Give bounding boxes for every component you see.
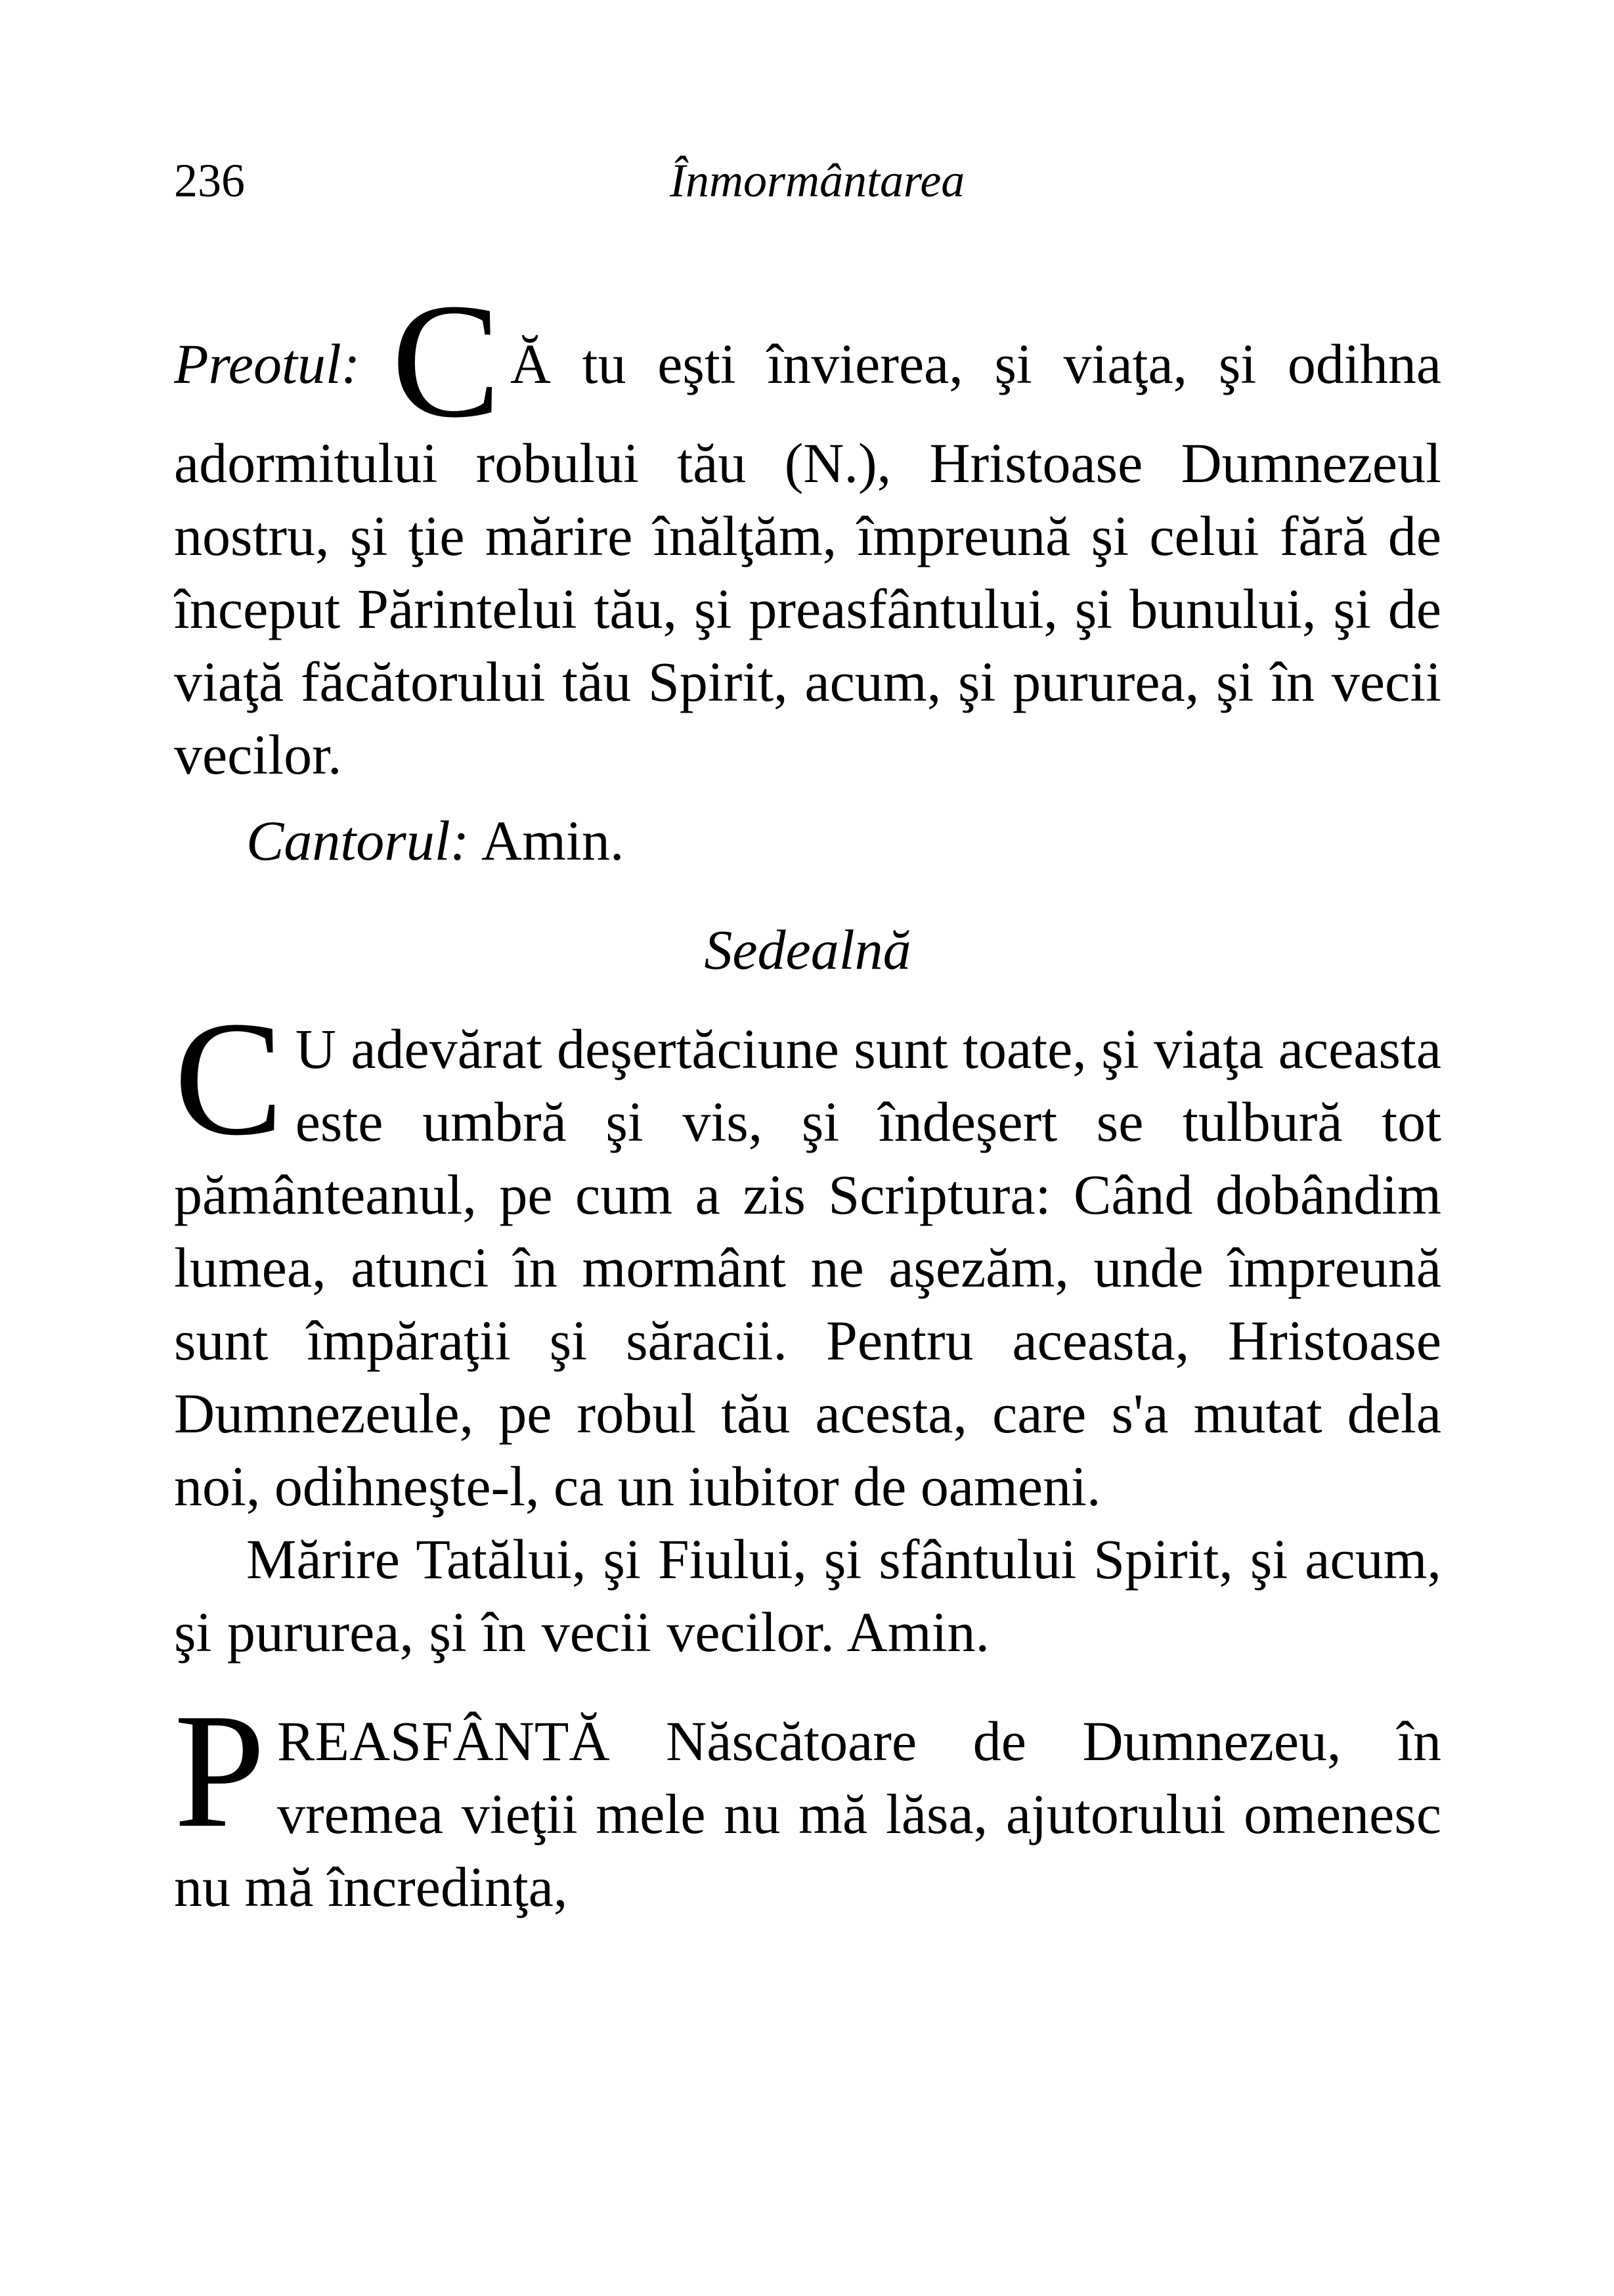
spacer [174, 1669, 1441, 1705]
theotokion-lead: REASFÂNTĂ [277, 1710, 610, 1773]
priest-lead: Ă [510, 332, 551, 395]
section-heading: Sedealnă [704, 918, 911, 981]
page-header [174, 148, 1441, 213]
doxology-paragraph: Mărire Tatălui, şi Fiului, şi sfântului Spirit, şi acum, şi pururea, şi în vecii vecilor. Amin. [174, 1528, 1441, 1664]
theotokion-paragraph [174, 1680, 1441, 1924]
cantor-role-label: Cantorul: [246, 809, 469, 872]
sedealna-paragraph [174, 988, 1441, 1523]
page-body [174, 296, 1441, 1924]
sedealna-lead: U [295, 1017, 336, 1080]
theotokion-text: Născătoare de Dumnezeu, în vremea vieţii mele nu mă lăsa, ajutorului omenesc nu mă încredinţa, [174, 1710, 1441, 1918]
sedealna-text: adevărat deşertăciune sunt toate, şi viaţa aceasta este umbră şi vis, şi îndeşert se tulbură tot pământeanul, pe cum a zis Scriptura: Când dobândim lumea, atunci în mormânt ne aşezăm, unde împreună sunt împăraţii şi săracii. Pentru aceasta, Hristoase Dumnezeule, pe robul tău acesta, care s'a mutat dela noi, odihneşte-l, ca un iubitor de oameni. [174, 1017, 1441, 1518]
page-number: 236 [174, 154, 245, 207]
theotokion-dropcap: P [174, 1680, 266, 1862]
priest-paragraph [174, 296, 1441, 791]
priest-role-label: Preotul: [174, 332, 360, 395]
cantor-text: Amin. [469, 809, 624, 872]
cantor-paragraph [174, 805, 1441, 877]
running-title: Înmormântarea [670, 154, 965, 207]
priest-text: tu eşti învierea, şi viaţa, şi odihna adormitului robului tău (N.), Hristoase Dumnezeul nostru, şi ţie mărire înălţăm, împreună şi celui fără de început Părintelui tău, şi preasfântului, şi bunului, şi de viaţă făcătorului tău Spirit, acum, şi pururea, şi în vecii vecilor. [174, 332, 1441, 786]
priest-dropcap: C [391, 296, 501, 452]
sedealna-dropcap: C [174, 988, 284, 1170]
